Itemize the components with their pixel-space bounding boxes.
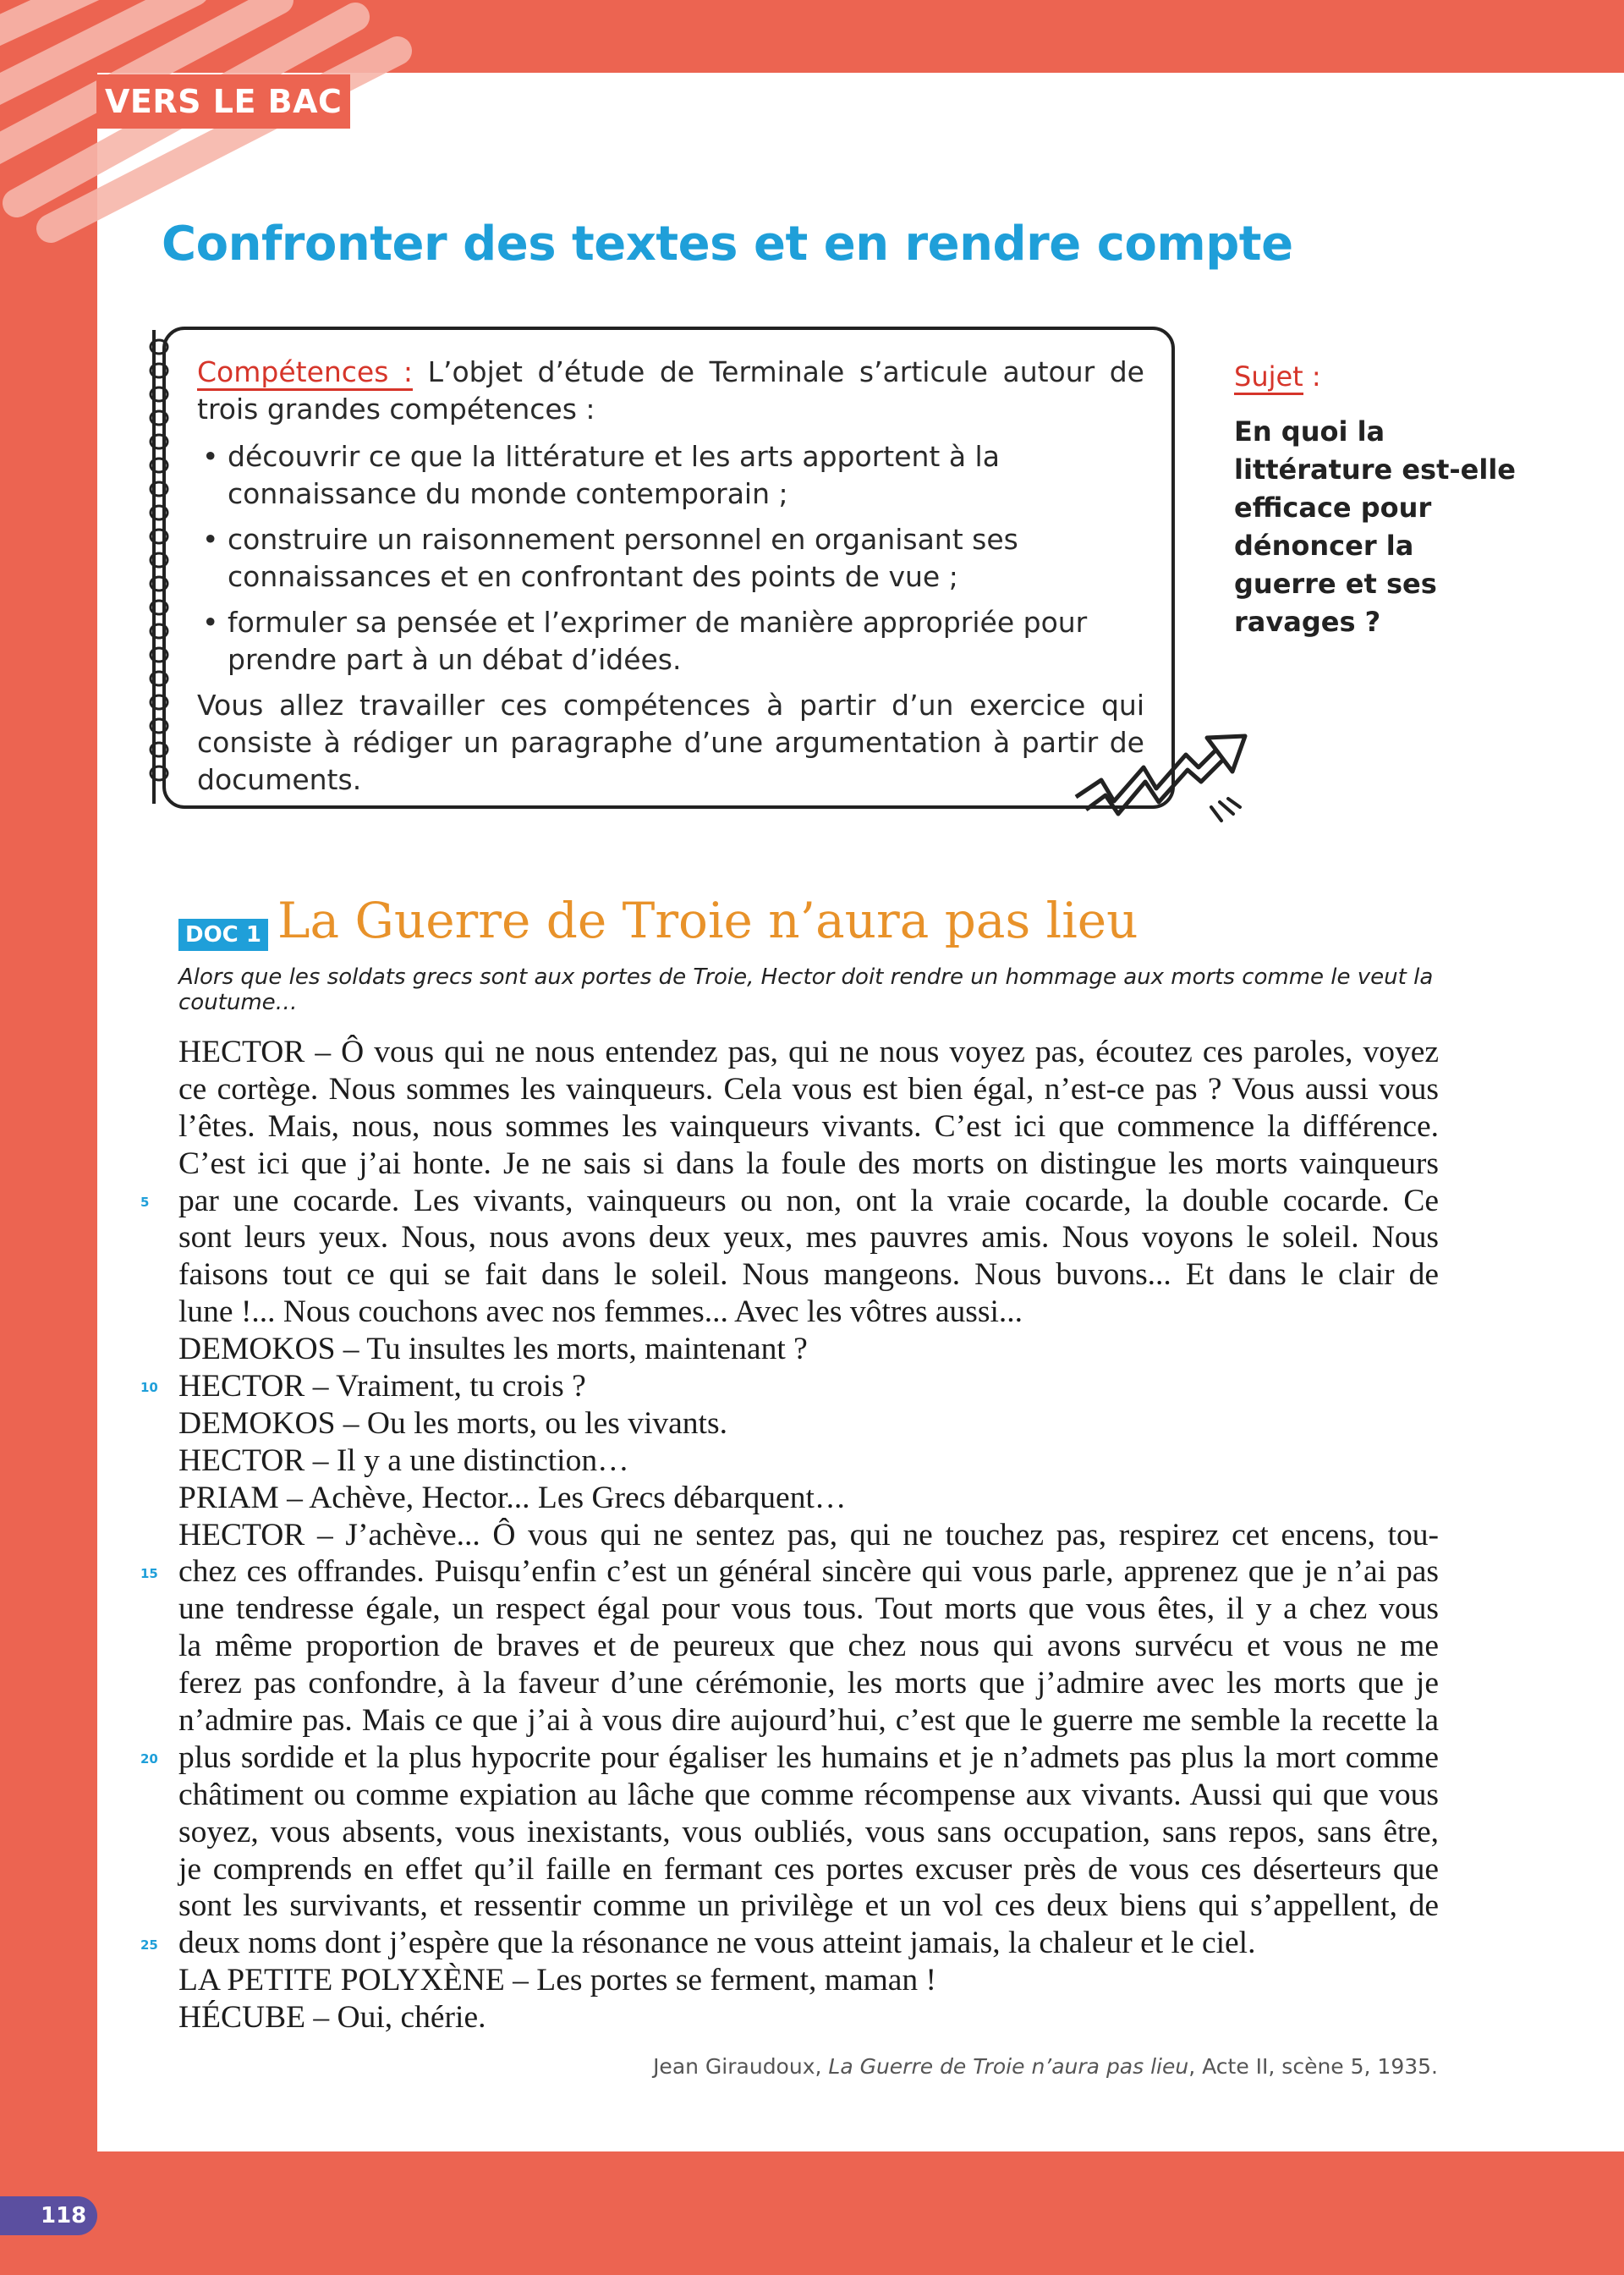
text-line: soyez, vous absents, vous inexistants, vous oubliés, vous sans occupation, sans repos, sans être, <box>178 1814 1439 1849</box>
text-line: une tendresse égale, un respect égal pour vous tous. Tout morts que vous êtes, il y a chez vous <box>178 1591 1439 1627</box>
competences-label: Compétences : <box>197 355 413 391</box>
doc-intro: Alors que les soldats grecs sont aux portes de Troie, Hector doit rendre un hommage aux morts comme le veut la coutume… <box>178 964 1434 1015</box>
text-line: DEMOKOS – Ou les morts, ou les vivants. <box>178 1405 727 1441</box>
text-line: LA PETITE POLYXÈNE – Les portes se ferment, maman ! <box>178 1963 937 1998</box>
text-line: n’admire pas. Mais ce que j’ai à vous dire aujourd’hui, c’est que le guerre me semble la recette la <box>178 1703 1439 1739</box>
line-number: 5 <box>140 1194 150 1210</box>
competences-list <box>197 438 1144 679</box>
page-title: Confronter des textes et en rendre compte <box>162 217 1293 272</box>
doc-source: Jean Giraudoux, La Guerre de Troie n’aura pas lieu, Acte II, scène 5, 1935. <box>653 2054 1438 2079</box>
text-line: je comprends en effet qu’il faille en fermant ces portes excuser près de vous ces déserteurs que <box>178 1851 1439 1887</box>
text-line: châtiment ou comme expiation au lâche que comme récompense aux vivants. Aussi qui que vous <box>178 1777 1439 1812</box>
text-line: par une cocarde. Les vivants, vainqueurs ou non, ont la vraie cocarde, la double cocarde. Ce <box>178 1183 1439 1218</box>
competence-item: • formuler sa pensée et l’exprimer de manière appropriée pour prendre part à un débat d’idées. <box>228 604 1144 679</box>
sujet-question: En quoi la littérature est-elle efficace pour dénoncer la guerre et ses ravages ? <box>1234 415 1516 638</box>
text-line: ce cortège. Nous sommes les vainqueurs. Cela vous est bien égal, n’est-ce pas ? Vous aussi vous <box>178 1071 1439 1107</box>
line-number: 10 <box>140 1380 158 1396</box>
competences-conclusion: Vous allez travailler ces compétences à partir d’un exercice qui consiste à rédiger un paragraphe d’une argumentation à partir de documents. <box>197 689 1144 796</box>
section-tag: VERS LE BAC <box>96 74 350 129</box>
text-line: sont leurs yeux. Nous, nous avons deux yeux, mes pauvres amis. Nous voyons le soleil. Nous <box>178 1220 1439 1256</box>
line-number: 20 <box>140 1751 158 1767</box>
text-line: PRIAM – Achève, Hector... Les Grecs débarquent… <box>178 1480 847 1515</box>
doc-text <box>178 1034 1439 2036</box>
text-line: l’êtes. Mais, nous, nous sommes les vainqueurs vivants. C’est ici que commence la différence. <box>178 1108 1439 1144</box>
text-line: HÉCUBE – Oui, chérie. <box>178 2000 486 2036</box>
text-line: ferez pas confondre, à la faveur d’une cérémonie, les morts que j’admire avec les morts que je <box>178 1666 1439 1701</box>
text-line: HECTOR – Il y a une distinction… <box>178 1442 629 1478</box>
text-line: HECTOR – Ô vous qui ne nous entendez pas, qui ne nous voyez pas, écoutez ces paroles, voyez <box>178 1035 1439 1069</box>
rising-arrow-icon <box>1067 729 1254 831</box>
text-line: faisons tout ce qui se fait dans le soleil. Nous mangeons. Nous buvons... Et dans le clair de <box>178 1257 1439 1293</box>
text-line: chez ces offrandes. Puisqu’enfin c’est un général sincère qui vous parle, apprenez que je n’ai pas <box>178 1554 1439 1590</box>
text-line: plus sordide et la plus hypocrite pour égaliser les humains et je n’admets pas plus la mort comme <box>178 1739 1439 1775</box>
line-number: 15 <box>140 1565 158 1581</box>
competences-intro: L’objet d’étude de Terminale s’articule autour de trois grandes compétences : <box>197 355 1144 426</box>
competence-item: • découvrir ce que la littérature et les arts apportent à la connaissance du monde contemporain ; <box>228 438 1144 513</box>
competences-text <box>197 354 1144 799</box>
text-line: la même proportion de braves et de peureux que chez nous qui avons survécu et vous ne me <box>178 1629 1439 1664</box>
text-line: lune !... Nous couchons avec nos femmes... Avec les vôtres aussi... <box>178 1294 1023 1330</box>
text-line: DEMOKOS – Tu insultes les morts, maintenant ? <box>178 1332 808 1367</box>
text-line: deux noms dont j’espère que la résonance ne vous atteint jamais, la chaleur et le ciel. <box>178 1926 1256 1961</box>
line-number: 25 <box>140 1937 158 1953</box>
page-number: 118 <box>0 2196 97 2235</box>
doc-badge: DOC 1 <box>178 919 268 951</box>
text-line: HECTOR – J’achève... Ô vous qui ne sentez pas, qui ne touchez pas, respirez cet encens, tou- <box>178 1517 1439 1552</box>
text-line: sont les survivants, et ressentir comme un privilège et un vol ces deux biens qui s’appellent, de <box>178 1888 1439 1924</box>
text-line: C’est ici que j’ai honte. Je ne sais si dans la foule des morts on distingue les morts vainqueurs <box>178 1146 1439 1181</box>
text-line: HECTOR – Vraiment, tu crois ? <box>178 1369 586 1404</box>
doc-title: La Guerre de Troie n’aura pas lieu <box>277 892 1138 949</box>
sujet-label: Sujet : <box>1234 360 1321 393</box>
competence-item: • construire un raisonnement personnel en organisant ses connaissances et en confrontant des points de vue ; <box>228 521 1144 596</box>
